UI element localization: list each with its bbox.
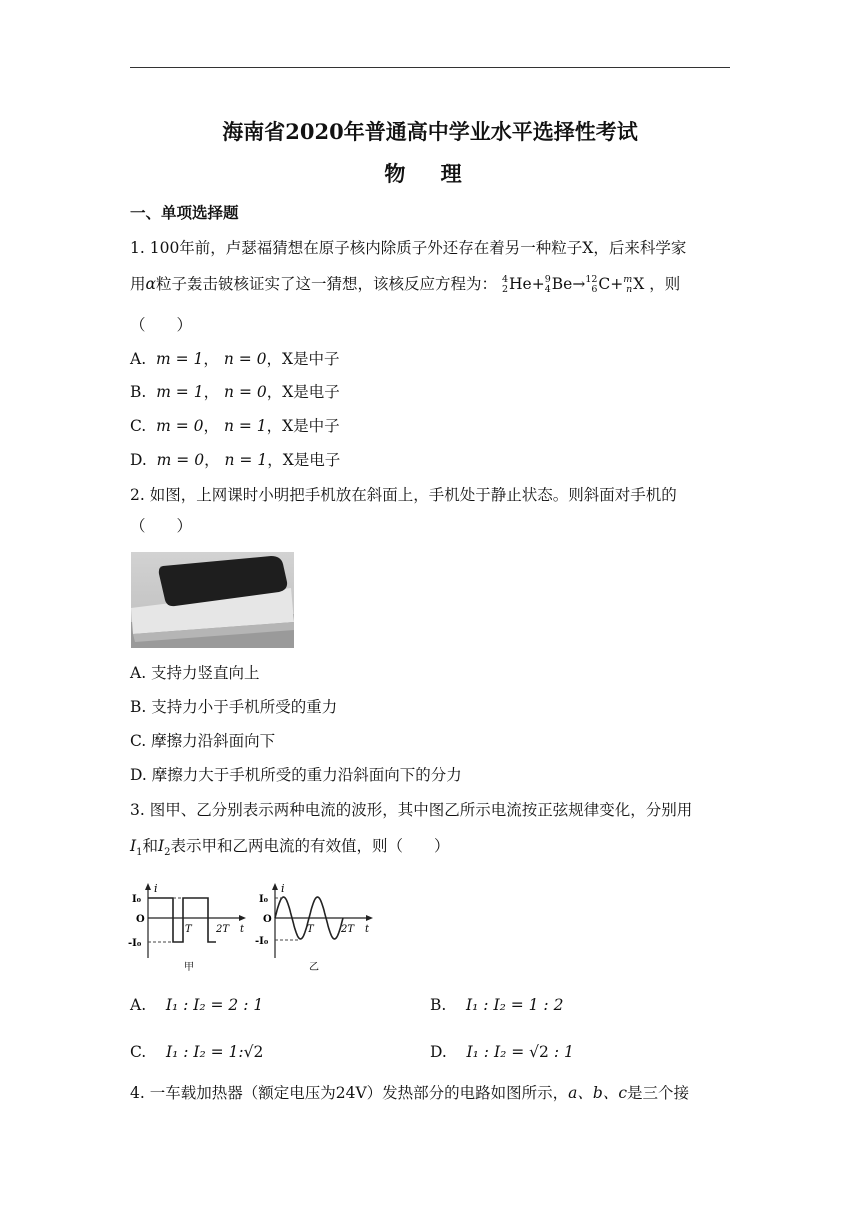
c-mass-number: 12 [585,274,598,285]
plus-sign: + [531,275,545,293]
option-text: ，X是电子 [266,383,340,401]
fig2-t: t [365,924,370,935]
option-n-value: n = 1 [223,417,267,435]
option-label: B. [130,383,147,401]
q3-option-b [430,995,563,1015]
option-text: ，X是电子 [267,451,341,469]
option-label: D. [130,451,147,469]
sine-wave-figure [255,880,377,976]
option-text: ，X是中子 [266,350,340,368]
q2-option-c: C. 摩擦力沿斜面向下 [130,732,276,750]
q1-line2 [130,274,680,295]
c-atomic-number: 6 [591,284,598,295]
option-label: C. [130,417,147,435]
q1-option-a: A. m = 1， n = 0，X是中子 [130,350,340,368]
rated-voltage: 24V [335,1084,367,1102]
fig1-T: T [185,924,192,935]
q4-text-a: 4. 一车载加热器（额定电压为 [130,1084,336,1102]
plus-sign: + [610,275,624,293]
fig1-axis-i: i [154,882,158,895]
q1-line1: 1. 100年前，卢瑟福猜想在原子核内除质子外还存在着另一种粒子X，后来科学家 [130,239,687,257]
q3-line2 [130,836,450,863]
sqrt-two: √2 [529,1043,549,1061]
c-symbol: C [598,275,611,293]
q2-option-d: D. 摩擦力大于手机所受的重力沿斜面向下的分力 [130,766,462,784]
q3-line1: 3. 图甲、乙分别表示两种电流的波形，其中图乙所示电流按正弦规律变化，分别用 [130,801,693,819]
phone-on-incline-photo [131,552,294,648]
q1-line2-a: 用 [130,275,146,293]
fig1-t: t [240,924,245,935]
he-symbol: He [508,275,532,293]
fig1-origin: O [136,914,145,925]
option-n-value: n = 0 [224,383,267,401]
fig2-T: T [307,924,314,935]
exam-title: 海南省2020年普通高中学业水平选择性考试 [222,119,638,144]
option-m-value: m = 0 [156,451,205,469]
square-wave-figure [128,880,250,976]
reaction-arrow: → [572,275,586,293]
he-numbers [502,275,508,295]
q1-paren: （ ） [130,316,193,334]
q1-line2-b: 粒子轰击铍核证实了这一猜想，该核反应方程为： [155,275,497,293]
option-n-value: n = 0 [223,350,267,368]
q2-option-a: A. 支持力竖直向上 [130,664,260,682]
be-atomic-number: 4 [544,284,551,295]
q3-option-d [430,1042,574,1062]
option-m-value: m = 1 [156,383,204,401]
be-numbers [545,275,551,295]
option-text: ，X是中子 [266,417,340,435]
q1-option-d: D. m = 0， n = 1，X是电子 [130,451,341,469]
be-mass-number: 9 [544,274,551,285]
option-m-value: m = 0 [156,417,204,435]
fig2-i0: I₀ [259,894,269,905]
q3-option-c [130,1042,263,1062]
option-expr: I₁ : I₂ = 1: [165,1043,244,1061]
option-expr: I₁ : I₂ = 2 : 1 [165,996,264,1014]
q4-text-b: ）发热部分的电路如图所示， [366,1084,569,1102]
q2-option-b: B. 支持力小于手机所受的重力 [130,698,338,716]
fig2-2T: 2T [341,924,355,935]
fig2-caption: 乙 [309,962,319,973]
fig1-neg-i0: -I₀ [128,938,142,949]
fig2-origin: O [263,914,272,925]
sqrt-two: √2 [243,1043,264,1061]
q2-paren: （ ） [130,517,193,535]
option-label: A. [130,996,147,1014]
he-mass-number: 4 [501,274,508,285]
q1-option-b: B. m = 1， n = 0，X是电子 [130,383,340,401]
option-label: A. [130,350,147,368]
q1-option-c: C. m = 0， n = 1，X是中子 [130,417,340,435]
nuclear-equation [502,275,649,293]
section-heading: 一、单项选择题 [130,203,239,222]
i2-subscript: 2 [164,847,171,859]
subject-title: 物 理 [384,161,476,186]
header-rule [130,67,730,68]
option-m-value: m = 1 [155,350,204,368]
option-n-value: n = 1 [224,451,268,469]
option-expr-tail: : 1 [553,1043,574,1061]
q4-line1 [130,1083,689,1103]
q3-option-a [130,995,263,1015]
option-label: C. [130,1043,147,1061]
i1-subscript: 1 [136,847,143,859]
x-mass-number: m [623,274,633,285]
option-expr: I₁ : I₂ = [466,1043,525,1061]
fig2-neg-i0: -I₀ [255,936,269,947]
q2-line1: 2. 如图，上网课时小明把手机放在斜面上，手机处于静止状态。则斜面对手机的 [130,486,677,504]
q3-and: 和 [142,837,159,855]
be-symbol: Be [551,275,573,293]
q3-line2-text: 表示甲和乙两电流的有效值，则（ ） [170,837,450,855]
fig1-caption: 甲 [184,962,194,973]
option-expr: I₁ : I₂ = 1 : 2 [466,996,564,1014]
alpha-symbol: α [145,275,156,293]
c-numbers [585,275,597,295]
x-numbers [623,275,632,295]
fig2-axis-i: i [281,882,285,895]
he-atomic-number: 2 [501,284,508,295]
q1-line2-c: ，则 [649,275,681,293]
option-label: D. [430,1043,447,1061]
fig1-i0: I₀ [132,894,142,905]
x-symbol: X [633,275,645,293]
fig1-2T: 2T [216,924,230,935]
i1-symbol: I [130,837,137,855]
terminal-labels: a、b、c [568,1084,628,1102]
option-label: B. [430,996,447,1014]
x-atomic-number: n [626,284,633,295]
q4-text-c: 是三个接 [627,1084,690,1102]
i2-symbol: I [158,837,165,855]
